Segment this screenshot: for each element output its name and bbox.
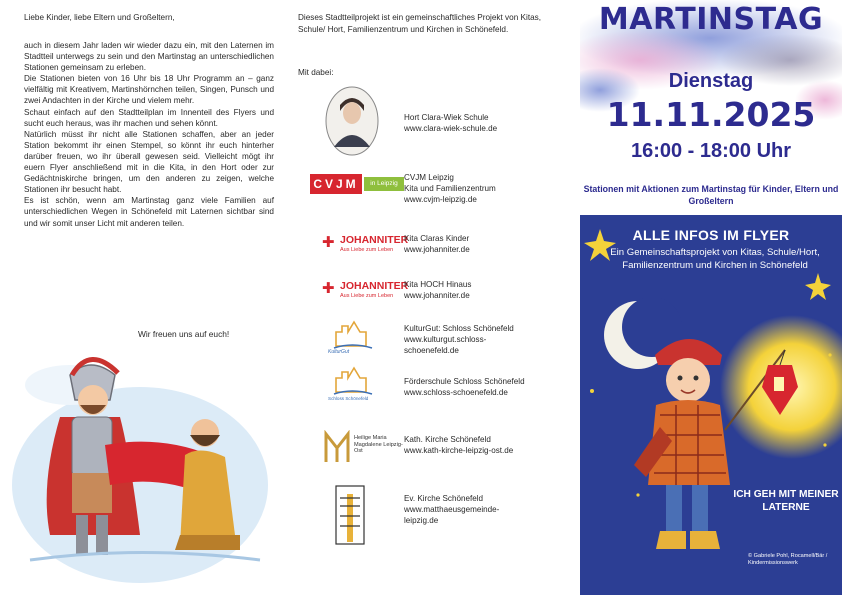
- event-time: 16:00 - 18:00 Uhr: [630, 140, 792, 162]
- closing-line: Wir freuen uns auf euch!: [138, 329, 230, 339]
- schloss-logo-text: Schloss Schönefeld: [328, 396, 369, 401]
- right-panel: [580, 0, 842, 595]
- paragraph: Es ist schön, wenn am Martinstag ganz viele Familien auf unterschiedlichen Wegen in Schönefeld mit Laternen sichtbar sind und wir somit unser Licht mit anderen teilen.: [24, 196, 274, 228]
- cover-illustration: [580, 215, 842, 595]
- partner-text: [404, 233, 470, 255]
- partner-clara-wiek: [280, 85, 580, 145]
- partner-link[interactable]: www.kath-kirche-leipzig-ost.de: [404, 446, 514, 456]
- johanniter-logo-text: JOHANNITER: [340, 234, 409, 246]
- johanniter-logo: [300, 278, 409, 304]
- partner-line: Kita und Familienzentrum: [404, 184, 496, 194]
- partner-text: [404, 112, 497, 134]
- partner-cvjm: [280, 168, 580, 228]
- paragraph: auch in diesem Jahr laden wir wieder dazu ein, mit den Laternen im Stadtteil unterwegs zu sein und den Martinstag an unterschiedlichen Stationen gemeinsam zu erleben.: [24, 41, 274, 73]
- partner-line: Förderschule Schloss Schönefeld: [404, 377, 525, 386]
- partner-link[interactable]: www.johanniter.de: [404, 245, 470, 255]
- partner-text: [404, 434, 513, 456]
- johanniter-cross-icon: ✚: [322, 280, 335, 297]
- paragraph: Schaut einfach auf den Stadtteilplan im Innenteil des Flyers und sucht euch heraus, was ihr machen und sehen könnt.: [24, 107, 274, 128]
- johanniter-logo: [300, 232, 409, 258]
- cvjm-logo: [300, 174, 400, 196]
- partner-line: Ev. Kirche Schönefeld: [404, 494, 484, 503]
- info-heading: ALLE INFOS IM FLYER: [632, 227, 790, 243]
- partner-line: KulturGut: Schloss Schönefeld: [404, 324, 514, 333]
- partner-link[interactable]: leipzig.de: [404, 516, 439, 526]
- slogan: ICH GEH MIT MEINER LATERNE: [733, 489, 839, 513]
- partner-link[interactable]: www.cvjm-leipzig.de: [404, 195, 477, 205]
- saint-martin-illustration: [10, 345, 272, 585]
- maria-magdalene-logo: [300, 428, 403, 468]
- schloss-logo: [300, 366, 400, 410]
- left-panel: [0, 0, 280, 595]
- partner-line: Kita Claras Kinder: [404, 234, 470, 243]
- partner-line: Hort Clara-Wiek Schule: [404, 113, 489, 122]
- partner-ev-kirche: [280, 484, 580, 544]
- event-day: Dienstag: [668, 70, 754, 92]
- johanniter-logo-text: JOHANNITER: [340, 280, 409, 292]
- partner-line: Kita HOCH Hinaus: [404, 280, 472, 289]
- page-title: MARTINSTAG: [598, 2, 824, 37]
- maria-magdalene-logo-text: Heilige Maria Magdalene Leipzig-Ost: [354, 435, 403, 455]
- partner-text: [404, 279, 471, 301]
- partner-text: [404, 323, 514, 357]
- cvjm-logo-sub: in Leipzig: [364, 177, 404, 191]
- greeting: Liebe Kinder, liebe Eltern und Großeltern,: [24, 13, 175, 22]
- partner-text: [404, 493, 499, 527]
- image-credit: © Gabriele Pohl, Rocamell/Bär / Kindermissionswerk: [748, 553, 828, 566]
- partner-link[interactable]: schoenefeld.de: [404, 346, 459, 356]
- partner-schloss-schoenefeld: [280, 366, 580, 426]
- johanniter-logo-sub: Aus Liebe zum Leben: [340, 293, 394, 299]
- partner-text: [404, 376, 525, 398]
- kulturgut-logo-text: KulturGut: [328, 349, 350, 355]
- church-m-icon: [324, 430, 350, 464]
- partner-link[interactable]: www.matthaeusgemeinde-: [404, 505, 500, 515]
- partner-link[interactable]: www.schloss-schoenefeld.de: [404, 388, 508, 398]
- johanniter-logo-sub: Aus Liebe zum Leben: [340, 247, 394, 253]
- partner-link[interactable]: www.johanniter.de: [404, 291, 470, 301]
- lantern-child-illustration: [580, 215, 842, 595]
- partner-line: CVJM Leipzig: [404, 173, 454, 182]
- letter-body: [24, 40, 274, 229]
- partner-kath-kirche: [280, 428, 580, 488]
- paragraph: Natürlich müsst ihr nicht alle Stationen schaffen, aber an jeder Station bekommt ihr einen Stempel, so könnt ihr euch hinterher darüber freuen, wo ihr überall gewesen seid. Vielleicht mögt ihr euern Flyer anschließend mit in die Kita, in den Hort oder zur Gedächtniskirche bringen, um den anderen zu zeigen, welche Stationen ihr besucht habt.: [24, 129, 274, 195]
- middle-panel: [280, 0, 580, 595]
- partner-line: Kath. Kirche Schönefeld: [404, 435, 491, 444]
- castle-icon: [332, 320, 374, 350]
- cover-header: [580, 0, 842, 215]
- clara-wiek-portrait-logo: [300, 85, 400, 157]
- johanniter-cross-icon: ✚: [322, 234, 335, 251]
- cvjm-logo-text: CVJM: [310, 174, 362, 194]
- stations-subtitle: Stationen mit Aktionen zum Martinstag für Kinder, Eltern und Großeltern: [583, 184, 839, 206]
- castle-icon: [332, 366, 374, 396]
- paragraph: Die Stationen bieten von 16 Uhr bis 18 Uhr Programm an – ganz vielfältig mit Kreativem, Martinshörnchen teilen, Singen, Punsch und zwei Andachten in der Kirche und vielem mehr.: [24, 74, 274, 106]
- partner-link[interactable]: www.kulturgut.schloss-: [404, 335, 487, 345]
- partner-text: [404, 172, 496, 206]
- info-subheading: Ein Gemeinschaftsprojekt von Kitas, Schule/Hort, Familienzentrum und Kirchen in Schönefeld: [610, 247, 820, 271]
- matthaeus-church-logo: [300, 484, 400, 546]
- project-intro: Dieses Stadtteilprojekt ist ein gemeinschaftliches Projekt von Kitas, Schule/ Hort, Familienzentrum und Kirchen in Schönefeld.: [298, 13, 542, 35]
- partner-link[interactable]: www.clara-wiek-schule.de: [404, 124, 498, 134]
- kulturgut-logo: [300, 320, 400, 360]
- event-date: 11.11.2025: [606, 95, 816, 134]
- mit-dabei-label: Mit dabei:: [298, 68, 334, 77]
